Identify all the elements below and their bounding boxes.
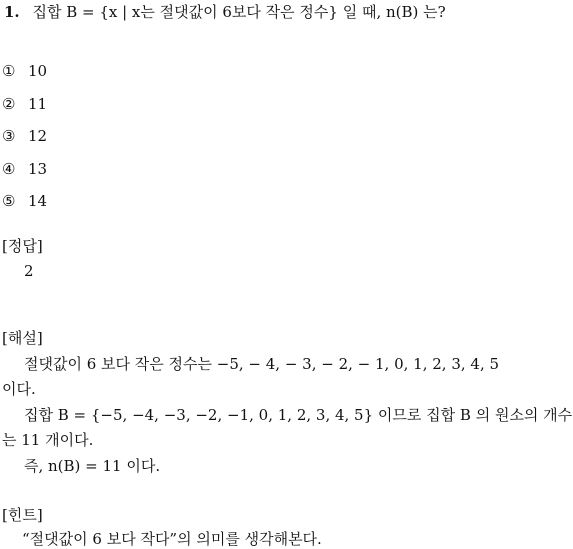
answer-value: 2: [24, 262, 34, 280]
explanation-line-1-tail: 이다.: [2, 380, 36, 398]
question-number: 1.: [4, 3, 20, 21]
hint-text: “절댓값이 6 보다 작다”의 의미를 생각해본다.: [22, 530, 322, 548]
option-value: 13: [28, 160, 48, 178]
hint-label: [힌트]: [2, 506, 43, 524]
answer-label: [정답]: [2, 237, 43, 255]
question-text: 집합 B = {x | x는 절댓값이 6보다 작은 정수} 일 때, n(B) 는?: [32, 3, 446, 21]
explanation-line-2: 집합 B = {−5, −4, −3, −2, −1, 0, 1, 2, 3, 4, 5} 이므로 집합 B 의 원소의 개수: [24, 406, 573, 424]
option-value: 12: [28, 127, 48, 145]
explanation-line-2-tail: 는 11 개이다.: [2, 431, 94, 449]
explanation-line-1: 절댓값이 6 보다 작은 정수는 −5, − 4, − 3, − 2, − 1, 0, 1, 2, 3, 4, 5: [24, 355, 500, 373]
option-marker: ④: [2, 160, 16, 178]
option-3[interactable]: [2, 126, 47, 146]
explanation-label: [해설]: [2, 329, 43, 347]
option-value: 10: [28, 62, 48, 80]
option-marker: ③: [2, 127, 16, 145]
option-marker: ②: [2, 95, 16, 113]
option-1[interactable]: [2, 61, 47, 81]
option-value: 14: [28, 192, 48, 210]
option-4[interactable]: [2, 159, 47, 179]
option-marker: ①: [2, 62, 16, 80]
option-value: 11: [28, 95, 48, 113]
explanation-line-3: 즉, n(B) = 11 이다.: [24, 457, 161, 475]
option-marker: ⑤: [2, 192, 16, 210]
option-5[interactable]: [2, 191, 47, 211]
option-2[interactable]: [2, 94, 47, 114]
question: [4, 2, 446, 22]
